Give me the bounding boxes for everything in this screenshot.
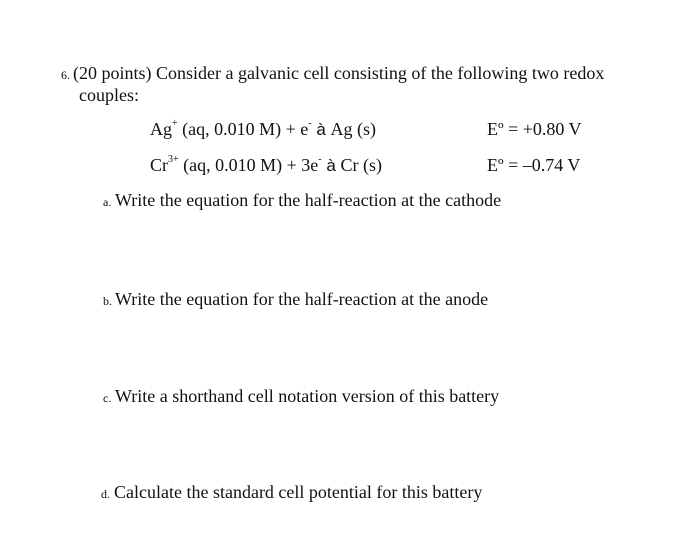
part-b-marker: b. (103, 294, 112, 308)
part-a-text: Write the equation for the half-reaction at the cathode (115, 190, 502, 210)
reaction-product: Cr (s) (340, 155, 383, 175)
potential-cr: Eº = –0.74 V (487, 155, 581, 175)
part-a-marker: a. (103, 195, 112, 209)
part-c-text: Write a shorthand cell notation version of this battery (115, 386, 500, 406)
reaction-species-charge: 3+ (168, 154, 179, 165)
question-number: 6. (61, 68, 70, 82)
reaction-cr (150, 154, 382, 177)
reaction-species: Ag (150, 119, 172, 139)
reaction-ag (150, 118, 376, 141)
question-intro-line1: (20 points) Consider a galvanic cell consisting of the following two redox (73, 63, 605, 83)
reaction-species: Cr (150, 155, 168, 175)
reaction-species-charge: + (172, 118, 178, 129)
part-d-text: Calculate the standard cell potential for this battery (114, 482, 483, 502)
electron-charge: - (318, 154, 322, 165)
reaction-arrow: à (311, 120, 331, 139)
reaction-body: (aq, 0.010 M) + 3e (178, 155, 319, 175)
reaction-body: (aq, 0.010 M) + e (177, 119, 309, 139)
reaction-arrow: à (321, 156, 341, 175)
electron-charge: - (308, 118, 312, 129)
part-d-marker: d. (101, 487, 110, 501)
potential-ag: Eº = +0.80 V (487, 119, 582, 139)
reaction-product: Ag (s) (330, 119, 377, 139)
part-b-text: Write the equation for the half-reaction at the anode (115, 289, 489, 309)
question-intro-line2: couples: (79, 85, 139, 105)
part-c-marker: c. (103, 391, 112, 405)
